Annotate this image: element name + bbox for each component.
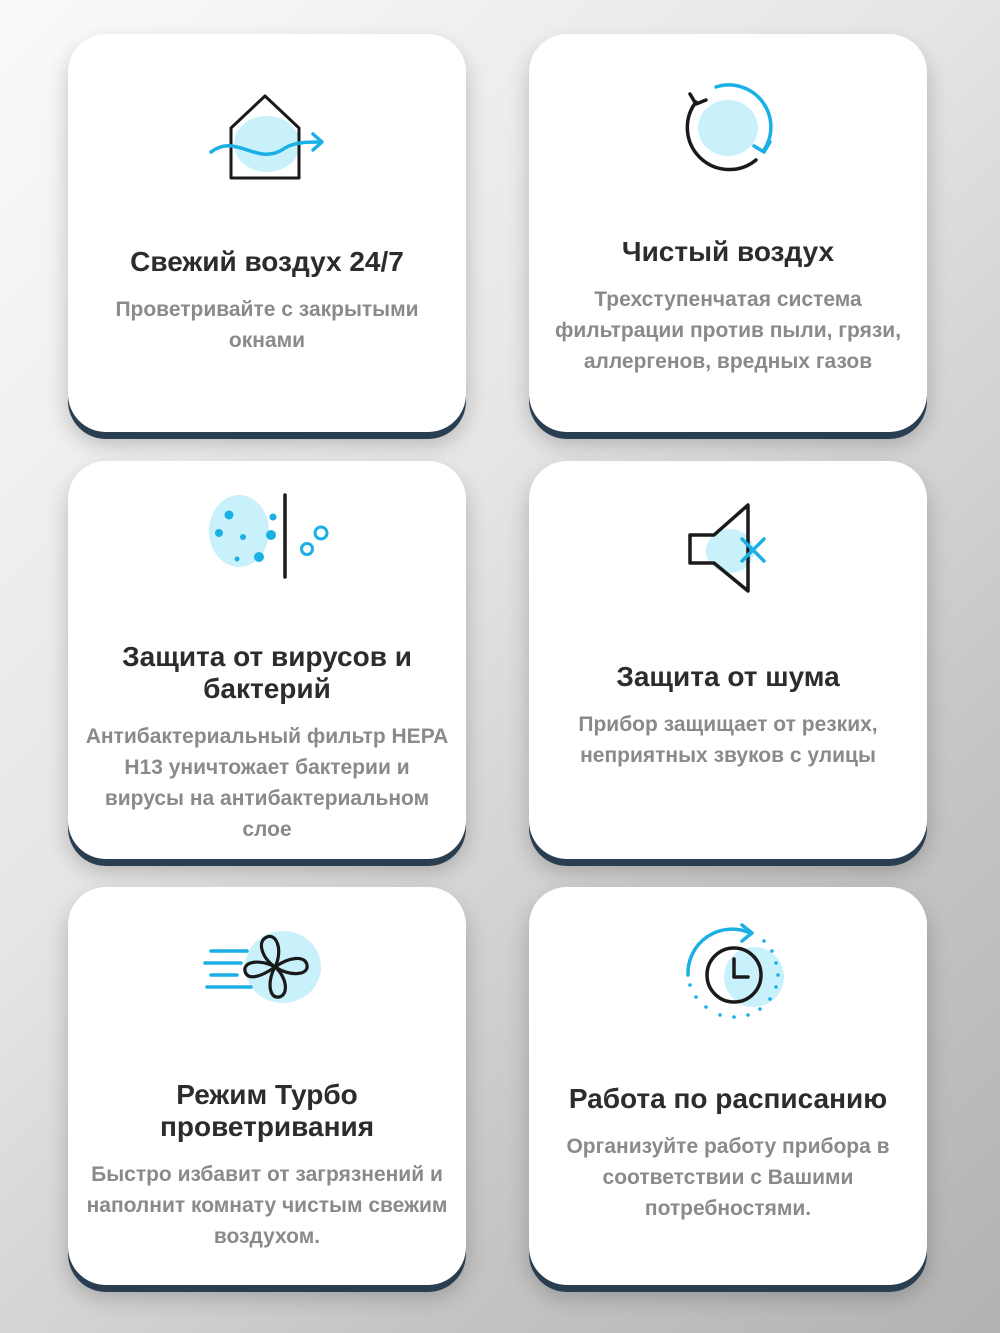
feature-card-noise-protection (529, 461, 927, 859)
clock-schedule-icon (658, 915, 798, 1025)
circular-arrows-icon (658, 72, 798, 182)
feature-card-virus-protection (68, 461, 466, 859)
feature-description: Организуйте работу прибора в соответствии с Вашими потребностями. (566, 1135, 890, 1220)
feature-description: Трехступенчатая система фильтрации против пыли, грязи, аллергенов, вредных газов (554, 288, 902, 373)
particle-filter-icon (197, 479, 337, 589)
feature-title: Режим Турбо проветривания (159, 1079, 375, 1142)
feature-title: Свежий воздух 24/7 (130, 246, 404, 277)
feature-title: Работа по расписанию (568, 1083, 888, 1114)
feature-description: Быстро избавит от загрязнений и наполнит комнату чистым свежим воздухом. (86, 1163, 448, 1248)
feature-card-clean-air (529, 34, 927, 432)
feature-title: Защита от вирусов и бактерий (122, 641, 412, 704)
speaker-mute-icon (658, 493, 798, 603)
house-airflow-icon (197, 86, 337, 196)
feature-description: Проветривайте с закрытыми окнами (115, 298, 419, 352)
feature-description: Антибактериальный фильтр HEPA H13 уничтожает бактерии и вирусы на антибактериальном слое (85, 725, 449, 841)
feature-card-turbo-mode (68, 887, 466, 1285)
turbo-fan-icon (197, 911, 337, 1021)
feature-card-schedule (529, 887, 927, 1285)
feature-description: Прибор защищает от резких, неприятных звуков с улицы (578, 713, 878, 767)
feature-title: Чистый воздух (621, 236, 835, 267)
feature-title: Защита от шума (616, 661, 840, 692)
feature-card-fresh-air (68, 34, 466, 432)
